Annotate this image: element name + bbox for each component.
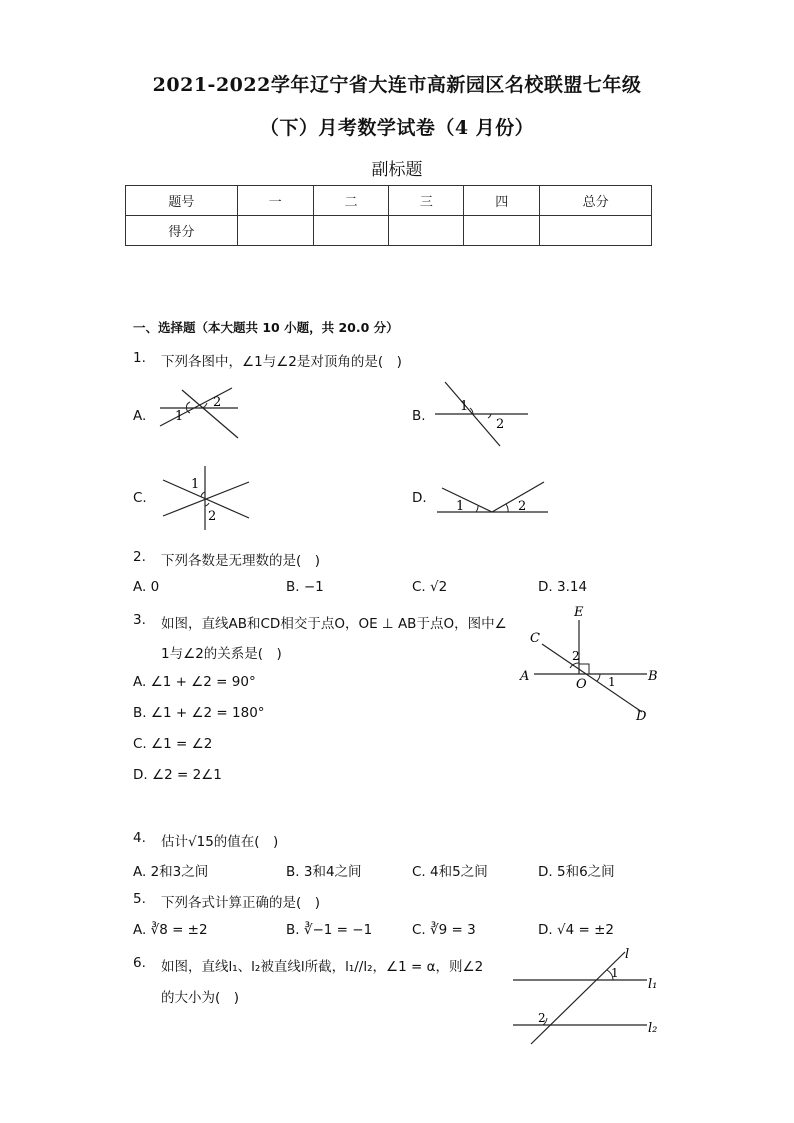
q1-figure-d <box>432 478 552 518</box>
option-label: B. <box>286 864 300 880</box>
q5-number: 5. <box>133 891 146 907</box>
q1-c-angle2: 2 <box>208 509 217 524</box>
score-table-header-row <box>126 186 652 216</box>
option-text: ∠1 + ∠2 = 180° <box>150 705 265 721</box>
q4-number: 4. <box>133 830 146 846</box>
score-table <box>125 185 652 246</box>
score-header-cell: 总分 <box>540 186 652 216</box>
q2-option-b <box>286 579 324 595</box>
exam-title-line2: （下）月考数学试卷（4 月份） <box>259 117 535 139</box>
option-text: ∛9 = 3 <box>430 922 476 938</box>
option-text: 3.14 <box>556 579 588 595</box>
q1-b-angle2: 2 <box>496 417 505 432</box>
option-text: ∛−1 = −1 <box>303 922 373 938</box>
q1-option-b-label: B. <box>412 408 426 424</box>
option-text: ∠1 + ∠2 = 90° <box>150 674 256 690</box>
q4-option-a <box>133 860 208 880</box>
q6-angle2: 2 <box>538 1011 546 1025</box>
q1-option-d-label: D. <box>412 490 427 506</box>
q3-figure <box>512 600 672 725</box>
q3-option-c <box>133 736 212 752</box>
score-header-cell: 四 <box>464 186 540 216</box>
option-label: B. <box>286 922 300 938</box>
q5-option-c <box>412 922 476 938</box>
q3-label-b: B <box>648 669 658 684</box>
option-text: 4和5之间 <box>430 864 488 880</box>
option-label: B. <box>133 705 147 721</box>
option-text: ∠2 = 2∠1 <box>151 767 222 783</box>
q3-angle1: 1 <box>608 675 616 689</box>
option-label: C. <box>412 922 426 938</box>
q6-figure <box>505 946 675 1048</box>
option-text: √2 <box>430 579 448 595</box>
q6-label-l: l <box>625 947 630 962</box>
q1-figure-a <box>150 382 250 442</box>
score-cell <box>313 216 389 246</box>
option-label: C. <box>133 736 147 752</box>
option-text: √4 = ±2 <box>556 922 614 938</box>
q3-label-e: E <box>574 605 584 620</box>
score-header-cell: 题号 <box>126 186 238 216</box>
q3-angle2: 2 <box>572 649 580 663</box>
q3-label-d: D <box>636 709 647 724</box>
q5-option-a <box>133 922 208 938</box>
q2-option-c <box>412 579 447 595</box>
q1-stem: 下列各图中，∠1与∠2是对顶角的是( ) <box>161 354 402 370</box>
q2-option-d <box>538 579 587 595</box>
score-header-cell: 三 <box>389 186 464 216</box>
q3-option-d <box>133 767 222 783</box>
option-label: B. <box>286 579 300 595</box>
option-label: D. <box>133 767 148 783</box>
option-text: ∠1 = ∠2 <box>151 736 213 752</box>
q3-label-c: C <box>530 631 540 646</box>
q4-option-d <box>538 860 615 880</box>
q1-figure-b <box>430 378 540 450</box>
exam-title-line1: 2021-2022学年辽宁省大连市高新园区名校联盟七年级 <box>152 74 642 96</box>
score-header-cell: 二 <box>313 186 389 216</box>
q3-option-a <box>133 674 256 690</box>
q3-stem-line1: 如图，直线AB和CD相交于点O，OE ⊥ AB于点O，图中∠ <box>161 616 507 632</box>
score-row-label: 得分 <box>126 216 238 246</box>
score-header-cell: 一 <box>237 186 313 216</box>
q1-a-angle1: 1 <box>175 409 184 424</box>
q4-option-b <box>286 860 362 880</box>
q4-stem: 估计√15的值在( ) <box>161 834 279 850</box>
score-cell <box>389 216 464 246</box>
option-label: A. <box>133 579 147 595</box>
exam-subtitle: 副标题 <box>371 160 423 180</box>
q1-option-a-label: A. <box>133 408 147 424</box>
option-label: C. <box>412 864 426 880</box>
q2-stem: 下列各数是无理数的是( ) <box>161 553 321 569</box>
option-text: 0 <box>150 579 160 595</box>
q3-label-o: O <box>576 677 587 692</box>
option-text: ∛8 = ±2 <box>150 922 208 938</box>
q3-label-a: A <box>520 669 530 684</box>
q1-b-angle1: 1 <box>460 399 469 414</box>
q6-number: 6. <box>133 955 146 971</box>
score-cell <box>540 216 652 246</box>
option-text: 2和3之间 <box>150 864 209 880</box>
q4-option-c <box>412 860 488 880</box>
option-text: 3和4之间 <box>303 864 362 880</box>
q3-stem-line2: 1与∠2的关系是( ) <box>161 646 282 662</box>
q1-c-angle1: 1 <box>191 477 200 492</box>
option-label: A. <box>133 864 147 880</box>
q1-d-angle2: 2 <box>518 499 527 514</box>
q3-option-b <box>133 705 265 721</box>
q2-number: 2. <box>133 549 146 565</box>
q2-option-a <box>133 579 159 595</box>
section-heading: 一、选择题（本大题共 10 小题，共 20.0 分） <box>133 320 399 335</box>
option-label: A. <box>133 922 147 938</box>
score-cell <box>237 216 313 246</box>
q6-stem-line2: 的大小为( ) <box>161 990 240 1006</box>
q1-a-angle2: 2 <box>213 395 222 410</box>
q6-stem-line1: 如图，直线l₁、l₂被直线l所截，l₁//l₂，∠1 = α，则∠2 <box>161 959 484 975</box>
q6-angle1: 1 <box>611 966 619 980</box>
option-label: A. <box>133 674 147 690</box>
q5-option-b <box>286 922 372 938</box>
option-text: 5和6之间 <box>556 864 615 880</box>
q3-number: 3. <box>133 612 146 628</box>
option-label: C. <box>412 579 426 595</box>
q5-stem: 下列各式计算正确的是( ) <box>161 895 321 911</box>
q6-label-l2: l₂ <box>648 1021 658 1036</box>
score-table-score-row <box>126 216 652 246</box>
q1-option-c-label: C. <box>133 490 147 506</box>
option-label: D. <box>538 864 553 880</box>
q6-label-l1: l₁ <box>648 977 658 992</box>
score-cell <box>464 216 540 246</box>
option-label: D. <box>538 922 553 938</box>
option-text: −1 <box>303 579 324 595</box>
q5-option-d <box>538 922 614 938</box>
q1-number: 1. <box>133 350 146 366</box>
q1-d-angle1: 1 <box>456 499 465 514</box>
q1-figure-c <box>155 462 255 532</box>
option-label: D. <box>538 579 553 595</box>
